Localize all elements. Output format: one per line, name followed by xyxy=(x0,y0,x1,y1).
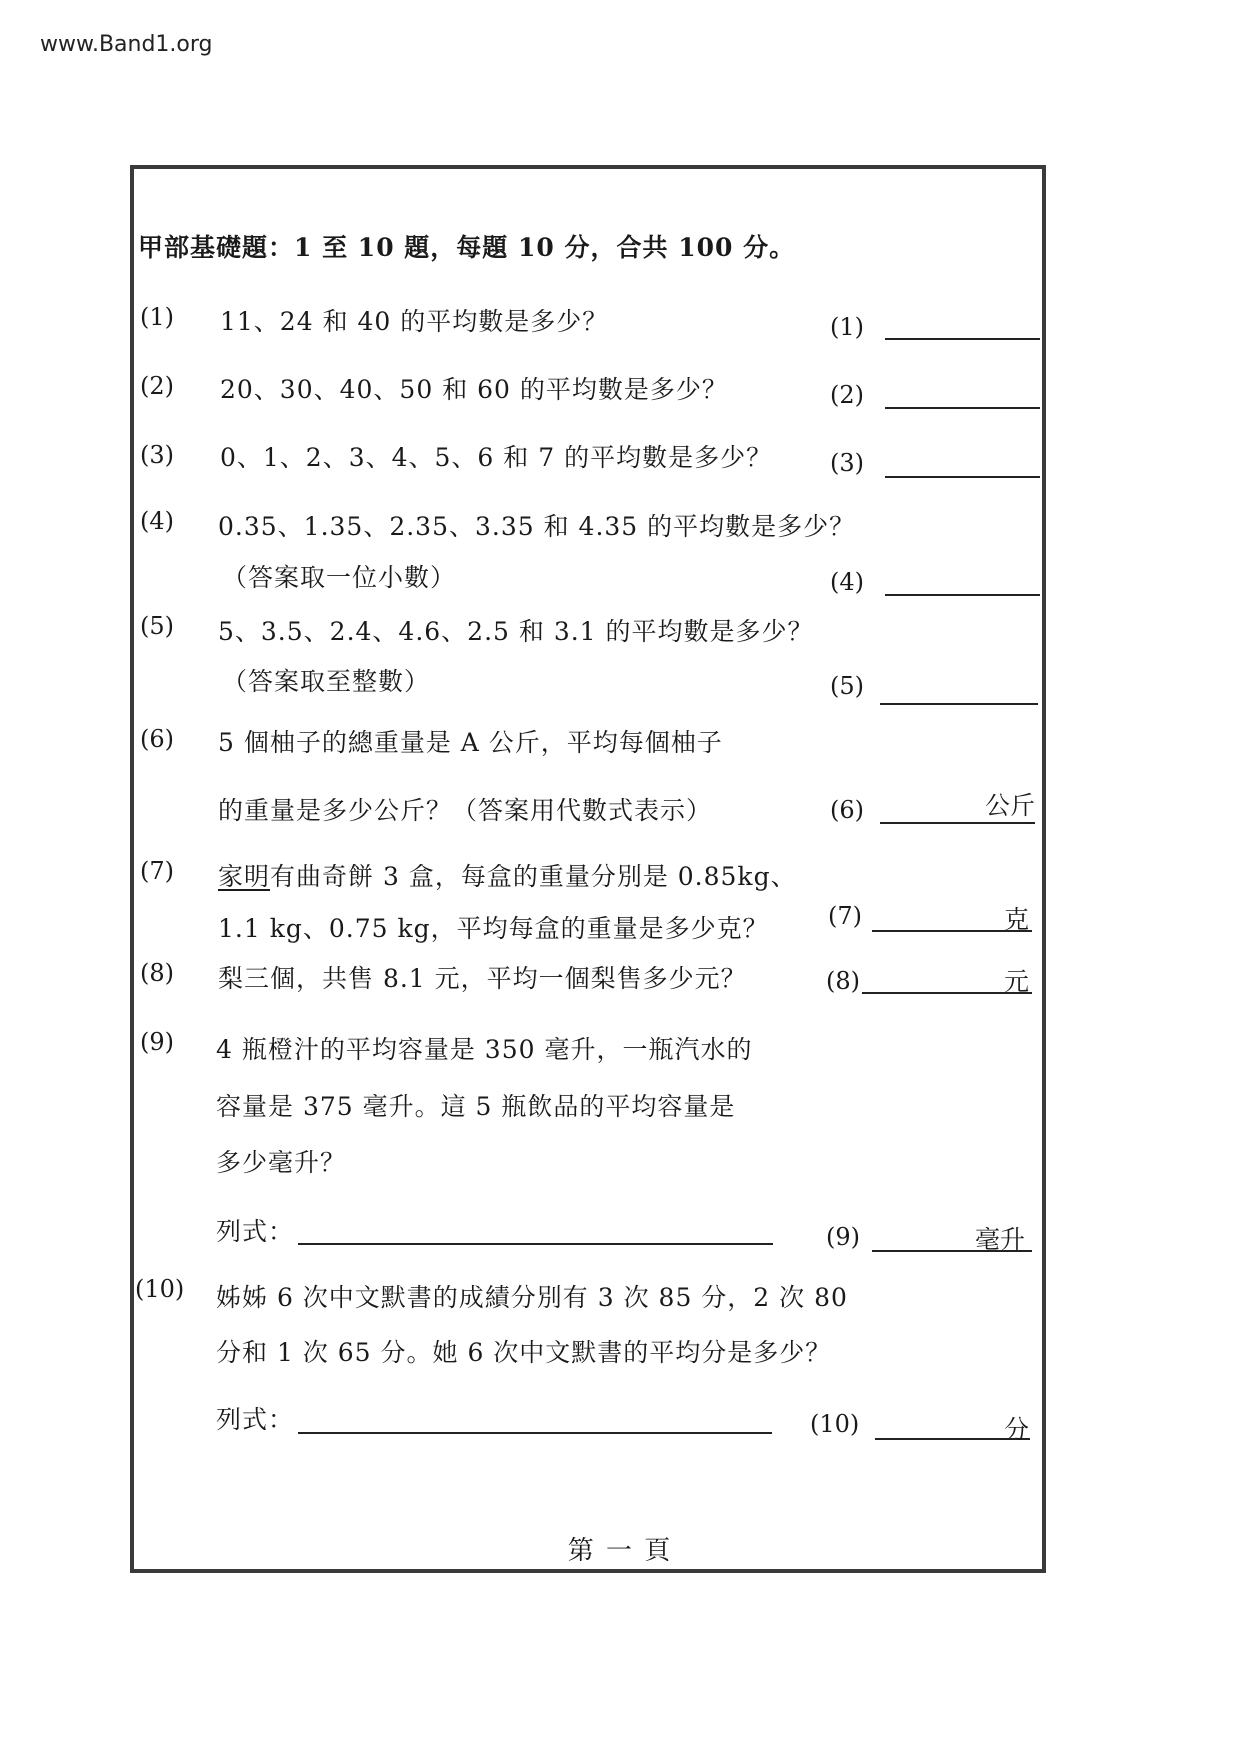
question-1-number: (1) xyxy=(140,303,174,331)
question-2-number: (2) xyxy=(140,372,174,400)
question-9-text-line-1: 4 瓶橙汁的平均容量是 350 毫升，一瓶汽水的 xyxy=(216,1035,753,1064)
answer-9-label: (9) xyxy=(826,1223,860,1251)
answer-4-label: (4) xyxy=(830,568,864,596)
question-9-number: (9) xyxy=(140,1028,174,1056)
answer-8-label: (8) xyxy=(826,967,860,995)
question-4-number: (4) xyxy=(140,507,174,535)
answer-6-unit: 公斤 xyxy=(985,791,1036,820)
question-10-working-label: 列式： xyxy=(216,1405,295,1434)
question-8-text: 梨三個，共售 8.1 元，平均一個梨售多少元？ xyxy=(218,964,747,993)
question-10-working-line[interactable] xyxy=(298,1432,772,1434)
question-10-text-line-1: 姊姊 6 次中文默書的成績分別有 3 次 85 分，2 次 80 xyxy=(216,1283,848,1312)
question-7-text-line-1-rest: 有曲奇餅 3 盒，每盒的重量分別是 0.85kg、 xyxy=(270,862,797,891)
answer-6-label: (6) xyxy=(830,796,864,824)
question-7-text-line-1 xyxy=(218,857,797,893)
answer-9-unit: 毫升 xyxy=(975,1225,1026,1254)
question-1-text: 11、24 和 40 的平均數是多少？ xyxy=(220,307,609,336)
question-5-text-line-1: 5、3.5、2.4、4.6、2.5 和 3.1 的平均數是多少？ xyxy=(218,617,814,646)
question-3-number: (3) xyxy=(140,441,174,469)
answer-1-blank[interactable] xyxy=(885,338,1040,340)
answer-2-label: (2) xyxy=(830,381,864,409)
question-4-text-line-2: （答案取一位小數） xyxy=(222,563,457,592)
question-6-text-line-1: 5 個柚子的總重量是 A 公斤，平均每個柚子 xyxy=(218,728,723,757)
question-5-text-line-2: （答案取至整數） xyxy=(222,667,431,696)
question-7-name: 家明 xyxy=(218,862,271,891)
answer-10-unit: 分 xyxy=(1004,1415,1030,1444)
question-3-text: 0、1、2、3、4、5、6 和 7 的平均數是多少？ xyxy=(220,443,773,472)
answer-8-unit: 元 xyxy=(1004,967,1030,996)
question-5-number: (5) xyxy=(140,612,174,640)
question-2-text: 20、30、40、50 和 60 的平均數是多少？ xyxy=(220,375,728,404)
question-9-text-line-3: 多少毫升？ xyxy=(216,1148,347,1177)
question-8-number: (8) xyxy=(140,959,174,987)
question-9-working-line[interactable] xyxy=(298,1243,773,1245)
question-10-text-line-2: 分和 1 次 65 分。她 6 次中文默書的平均分是多少？ xyxy=(216,1338,832,1367)
question-7-text-line-2: 1.1 kg、0.75 kg，平均每盒的重量是多少克？ xyxy=(218,914,769,943)
answer-3-label: (3) xyxy=(830,449,864,477)
page-footer: 第 一 頁 xyxy=(567,1536,673,1566)
section-title: 甲部基礎題：1 至 10 題，每題 10 分，合共 100 分。 xyxy=(138,233,796,262)
answer-2-blank[interactable] xyxy=(885,407,1040,409)
answer-7-label: (7) xyxy=(828,902,862,930)
watermark: www.Band1.org xyxy=(40,32,213,57)
answer-7-unit: 克 xyxy=(1004,905,1030,934)
answer-3-blank[interactable] xyxy=(885,476,1040,478)
question-7-number: (7) xyxy=(140,857,174,885)
question-6-number: (6) xyxy=(140,725,174,753)
answer-1-label: (1) xyxy=(830,313,864,341)
question-6-text-line-2: 的重量是多少公斤？（答案用代數式表示） xyxy=(218,796,713,825)
answer-10-label: (10) xyxy=(810,1410,860,1438)
question-10-number: (10) xyxy=(135,1275,185,1303)
question-9-text-line-2: 容量是 375 毫升。這 5 瓶飲品的平均容量是 xyxy=(216,1092,736,1121)
question-4-text-line-1: 0.35、1.35、2.35、3.35 和 4.35 的平均數是多少？ xyxy=(218,512,856,541)
answer-4-blank[interactable] xyxy=(885,594,1040,596)
answer-5-blank[interactable] xyxy=(880,703,1038,705)
question-9-working-label: 列式： xyxy=(216,1217,295,1246)
answer-5-label: (5) xyxy=(830,672,864,700)
answer-6-blank[interactable] xyxy=(880,822,1035,824)
